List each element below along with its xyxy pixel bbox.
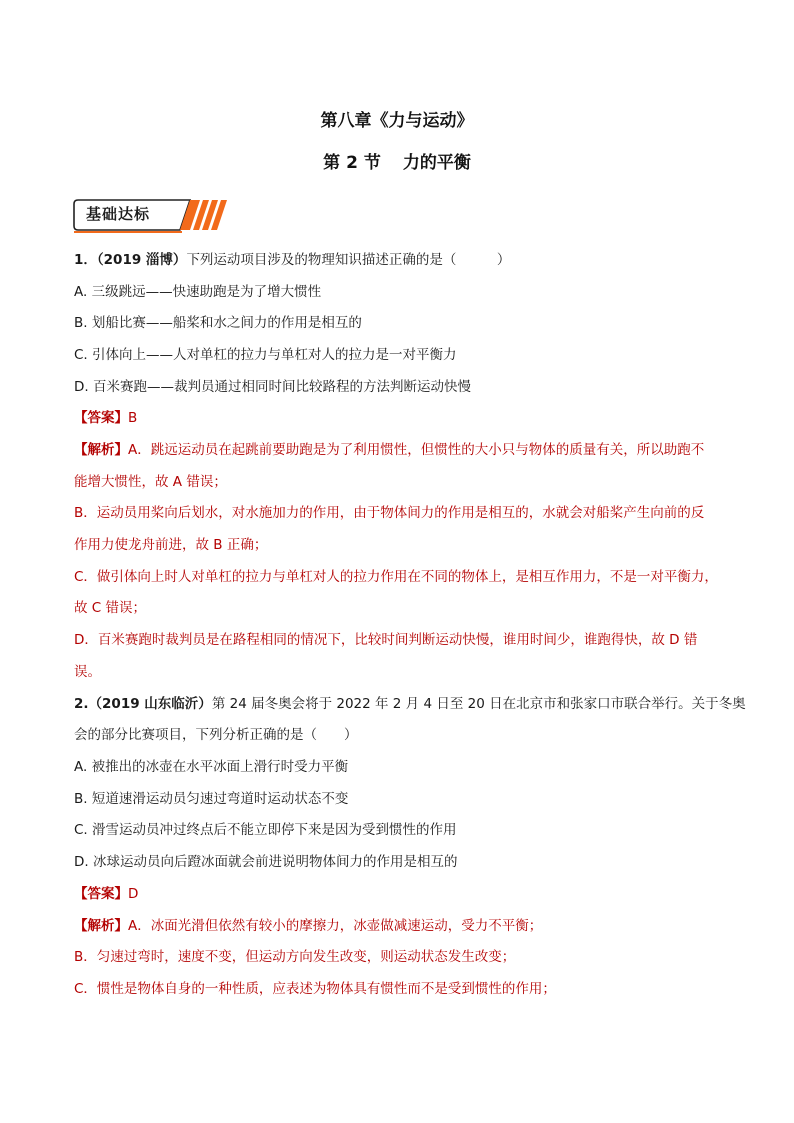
question-1-answer: 【答案】B — [74, 410, 138, 426]
section-number: 第 2 节 — [323, 153, 381, 173]
question-2-analysis-line: 【解析】A．冰面光滑但依然有较小的摩擦力，冰壶做减速运动，受力不平衡； — [74, 918, 543, 934]
question-1-option-c: C. 引体向上——人对单杠的拉力与单杠对人的拉力是一对平衡力 — [74, 347, 457, 363]
question-1-analysis-line: 误。 — [74, 664, 101, 680]
section-title — [0, 148, 794, 173]
question-1-option-d: D. 百米赛跑——裁判员通过相同时间比较路程的方法判断运动快慢 — [74, 379, 471, 395]
question-2-analysis-line: C．惯性是物体自身的一种性质，应表述为物体具有惯性而不是受到惯性的作用； — [74, 981, 556, 997]
question-1-analysis-line: D．百米赛跑时裁判员是在路程相同的情况下，比较时间判断运动快慢，谁用时间少，谁跑得快，故 D 错 — [74, 632, 698, 648]
question-1-analysis-line: 故 C 错误； — [74, 600, 147, 616]
question-1-analysis-line: 作用力使龙舟前进，故 B 正确； — [74, 537, 268, 553]
question-2-analysis-line: B．匀速过弯时，速度不变，但运动方向发生改变，则运动状态发生改变； — [74, 949, 516, 965]
section-name: 力的平衡 — [402, 153, 471, 173]
question-1-analysis-line: 能增大惯性，故 A 错误； — [74, 474, 227, 490]
question-1-option-a: A. 三级跳远——快速助跑是为了增大惯性 — [74, 284, 322, 300]
question-1-option-b: B. 划船比赛——船桨和水之间力的作用是相互的 — [74, 315, 362, 331]
banner-label: 基础达标 — [86, 205, 151, 223]
question-1-analysis-line: B．运动员用桨向后划水，对水施加力的作用，由于物体间力的作用是相互的，水就会对船桨产生向前的反 — [74, 505, 705, 521]
question-2-option-d: D. 冰球运动员向后蹬冰面就会前进说明物体间力的作用是相互的 — [74, 854, 458, 870]
question-2-answer: 【答案】D — [74, 886, 139, 902]
question-1-analysis-line: C．做引体向上时人对单杠的拉力与单杠对人的拉力作用在不同的物体上，是相互作用力，不是一对平衡力， — [74, 569, 718, 585]
chapter-title: 第八章《力与运动》 — [320, 111, 474, 131]
question-1-stem: 1．（2019 淄博）下列运动项目涉及的物理知识描述正确的是（ ） — [74, 252, 511, 268]
question-2-option-a: A. 被推出的冰壶在水平冰面上滑行时受力平衡 — [74, 759, 349, 775]
question-2-option-b: B. 短道速滑运动员匀速过弯道时运动状态不变 — [74, 791, 349, 807]
question-2-option-c: C. 滑雪运动员冲过终点后不能立即停下来是因为受到惯性的作用 — [74, 822, 457, 838]
question-2-stem: 2.（2019 山东临沂）第 24 届冬奥会将于 2022 年 2 月 4 日至 20 日在北京市和张家口市联合举行。关于冬奥 — [74, 696, 746, 712]
question-1-analysis-line: 【解析】A．跳远运动员在起跳前要助跑是为了利用惯性，但惯性的大小只与物体的质量有关，所以助跑不 — [74, 442, 705, 458]
question-2-stem-line2: 会的部分比赛项目，下列分析正确的是（ ） — [74, 727, 358, 743]
